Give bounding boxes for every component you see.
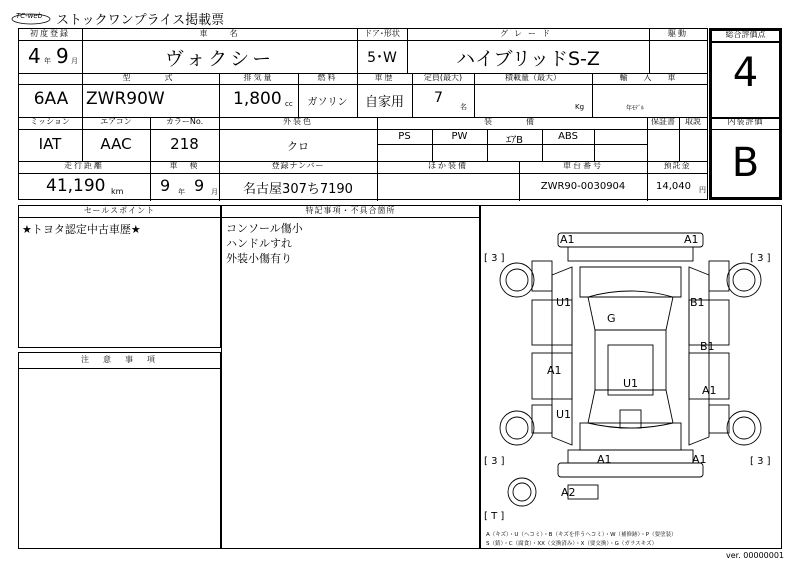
model-prefix: 6AA <box>33 89 69 109</box>
mark-a1-left: A1 <box>547 364 562 377</box>
label-mileage: 走行距離 <box>64 161 104 170</box>
legend-line-2: S（錆）・C（腐食）・XX（交換済み）・X（要交換）・G（ガラスキズ） <box>486 541 658 547</box>
caution-box <box>18 352 221 549</box>
grade: ハイブリッドS-Z <box>456 48 600 70</box>
mark-a1-front-right: A1 <box>684 233 699 246</box>
displacement-unit: cc <box>285 100 293 108</box>
first-reg-year: 4 <box>28 44 41 68</box>
label-import: 輸 入 車 <box>619 73 680 82</box>
first-reg-month: 9 <box>56 44 69 68</box>
label-caution: 注 意 事 項 <box>81 355 158 364</box>
label-notes: 特記事項・不具合箇所 <box>305 206 396 215</box>
tire-rear-right-icon <box>727 411 761 445</box>
label-chassis: 車台番号 <box>563 161 603 170</box>
import-note: 年ﾓﾃﾞﾙ <box>626 105 645 112</box>
tire-rear-left-icon <box>500 411 534 445</box>
mission: IAT <box>38 135 62 153</box>
label-ext-color: 外装色 <box>283 117 313 126</box>
mark-g: G <box>607 312 616 325</box>
inspection-month-unit: 月 <box>211 188 218 196</box>
interior-score: B <box>731 140 760 186</box>
mark-a1-rear-right: A1 <box>692 453 707 466</box>
chassis-number: ZWR90-0030904 <box>540 181 626 192</box>
label-other-equip: ほか装備 <box>428 161 468 170</box>
inspection-year: 9 <box>160 176 171 195</box>
label-grade: グレード <box>500 29 556 38</box>
label-aircon: エアコン <box>100 117 132 126</box>
overall-score: 4 <box>732 50 759 96</box>
equip-abs: ABS <box>558 131 578 142</box>
logo <box>10 10 52 24</box>
color-no: 218 <box>170 135 199 153</box>
mark-u1-left-rear: U1 <box>556 408 572 421</box>
label-plate: 登録ナンバー <box>271 161 325 170</box>
note-item: ハンドルすれ <box>226 237 292 250</box>
sales-point-text: ★トヨタ認定中古車歴★ <box>22 223 141 236</box>
history: 自家用 <box>364 95 404 110</box>
note-item: 外装小傷有り <box>226 252 292 265</box>
label-displacement: 排気量 <box>243 73 274 82</box>
label-load: 積載量（最大） <box>505 73 561 82</box>
mileage-unit: km <box>111 187 124 196</box>
tire-front-left-icon <box>500 263 534 297</box>
label-inspection: 車 検 <box>169 161 200 170</box>
load-unit: Kg <box>575 103 585 111</box>
inspection-year-unit: 年 <box>178 188 185 196</box>
label-door-shape: ドア･形状 <box>364 29 400 38</box>
mark-a1-front-left: A1 <box>560 233 575 246</box>
equip-airbag: ｴｱB <box>506 135 523 146</box>
label-overall-score: 総合評価点 <box>725 30 766 39</box>
label-warranty: 保証書 <box>651 117 675 126</box>
car-name: ヴォクシー <box>164 48 275 70</box>
first-reg-year-unit: 年 <box>44 57 51 65</box>
legend-line-1: A（キズ）・U（ヘコミ）・B（キズを伴うヘコミ）・W（補修跡）・P（要塗装） <box>486 532 677 538</box>
label-equipment: 装 備 <box>484 117 540 126</box>
capacity-unit: 名 <box>460 103 467 111</box>
model: ZWR90W <box>86 89 165 109</box>
inspection-month: 9 <box>194 176 205 195</box>
logo-text: TC-web <box>16 12 43 20</box>
label-deposit: 預託金 <box>663 161 691 170</box>
mark-u1-center: U1 <box>623 377 639 390</box>
mark-a1-rear-left: A1 <box>597 453 612 466</box>
label-first-reg: 初度登録 <box>30 29 70 38</box>
note-item: コンソール傷小 <box>226 222 303 235</box>
tire-front-right-icon <box>727 263 761 297</box>
label-capacity: 定員(最大) <box>423 73 463 82</box>
label-model: 型 式 <box>122 73 179 82</box>
equip-pw: PW <box>451 131 468 142</box>
label-drive: 駆動 <box>668 29 688 38</box>
label-mission: ミッション <box>30 117 70 126</box>
label-sales-point: セールスポイント <box>83 206 156 215</box>
aircon: AAC <box>100 135 132 153</box>
equip-ps: PS <box>398 131 411 142</box>
car-damage-diagram <box>480 205 782 549</box>
deposit-unit: 円 <box>699 186 706 194</box>
mileage: 41,190 <box>46 176 106 196</box>
mark-t3-top-right: [ 3 ] <box>750 253 771 264</box>
plate-number: 名古屋307ち7190 <box>243 182 353 197</box>
mark-b1-right-front: B1 <box>690 296 705 309</box>
version-label: ver. 00000001 <box>726 551 785 560</box>
label-fuel: 燃料 <box>317 73 338 82</box>
page-title: ストックワンプライス掲載票 <box>56 13 225 28</box>
mark-a1-right: A1 <box>702 384 717 397</box>
spare-tire-icon <box>508 478 536 506</box>
deposit: 14,040 <box>656 181 691 192</box>
label-interior-score: 内装評価 <box>727 117 764 126</box>
mark-t3-bottom-left: [ 3 ] <box>484 456 505 467</box>
mark-a2: A2 <box>561 486 576 499</box>
mark-t: [ T ] <box>484 511 505 522</box>
door-shape: 5･W <box>367 50 397 66</box>
mark-b1-right: B1 <box>700 340 715 353</box>
displacement: 1,800 <box>233 89 282 109</box>
first-reg-month-unit: 月 <box>71 57 78 65</box>
label-history: 車歴 <box>374 73 395 82</box>
mark-t3-top-left: [ 3 ] <box>484 253 505 264</box>
mark-u1-left-front: U1 <box>556 296 572 309</box>
label-manual: 取説 <box>685 117 701 126</box>
mark-t3-bottom-right: [ 3 ] <box>750 456 771 467</box>
label-car-name: 車 名 <box>199 29 240 38</box>
label-color-no: カラーNo. <box>165 117 204 126</box>
ext-color: クロ <box>287 140 309 153</box>
fuel: ガソリン <box>307 97 348 108</box>
capacity: 7 <box>434 90 443 106</box>
